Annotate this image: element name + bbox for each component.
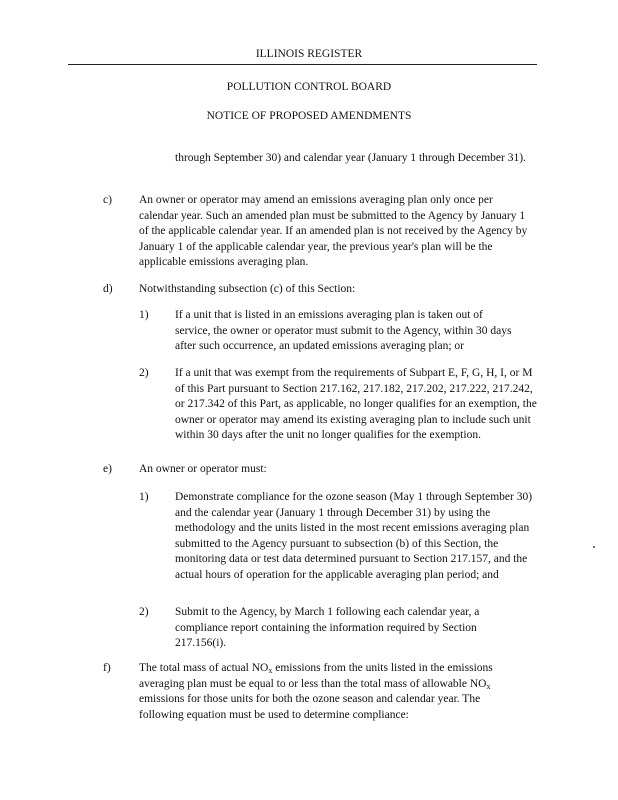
d-item-2-label: 2): [139, 367, 149, 379]
subsection-d-label: d): [103, 283, 113, 295]
continuation-text: through September 30) and calendar year (January 1 through December 31).: [175, 152, 526, 164]
subsection-d-text: Notwithstanding subsection (c) of this Section:: [139, 283, 356, 295]
e-item-1-text: Demonstrate compliance for the ozone season (May 1 through September 30) and the calendar year (January 1 through December 31) by using the methodology and the units listed in the most recent emissions averaging plan submitted to the Agency pursuant to subsection (b) of this Section, the monitoring data or test data determined pursuant to Section 217.157, and the actual hours of operation for the applicable averaging plan period; and: [175, 491, 533, 581]
subsection-f-label: f): [103, 662, 111, 674]
d-item-1-text: If a unit that is listed in an emissions averaging plan is taken out of service, the owner or operator must submit to the Agency, within 30 days after such occurrence, an updated emissions averaging plan; or: [175, 309, 512, 353]
notice-title: NOTICE OF PROPOSED AMENDMENTS: [206, 110, 412, 122]
e-item-2-text: Submit to the Agency, by March 1 following each calendar year, a compliance report containing the information required by Section 217.156(i).: [175, 606, 480, 650]
d-item-2-text: If a unit that was exempt from the requirements of Subpart E, F, G, H, I, or M of this Part pursuant to Section 217.162, 217.182, 217.202, 217.222, 217.242, or 217.342 of this Part, as applicable, no longer qualifies for an exemption, the owner or operator may amend its existing averaging plan to include such unit within 30 days after the unit no longer qualifies for the exemption.: [175, 367, 537, 442]
scan-speck: [593, 546, 595, 548]
d-item-1-label: 1): [139, 309, 149, 321]
subsection-f-text: The total mass of actual $NO_x$ emissions from the units listed in the emissions averaging plan must be equal to or less than the total mass of allowable $NO_x$ emissions for those units for both the ozone season and calendar year. The following equation must be used to determine compliance:: [139, 662, 493, 721]
subsection-e-text: An owner or operator must:: [139, 463, 267, 475]
subsection-c-text: An owner or operator may amend an emissions averaging plan only once per calendar year. Such an amended plan must be submitted to the Agency by January 1 of the applicable calendar year. If an amended plan is not received by the Agency by January 1 of the applicable calendar year, the previous year's plan will be the applicable emissions averaging plan.: [139, 194, 528, 269]
header-rule: [68, 64, 537, 65]
e-item-1-label: 1): [139, 491, 149, 503]
agency-title: POLLUTION CONTROL BOARD: [226, 81, 392, 93]
register-title: ILLINOIS REGISTER: [255, 48, 363, 60]
e-item-2-label: 2): [139, 606, 149, 618]
subsection-c-label: c): [103, 194, 112, 206]
subsection-e-label: e): [103, 463, 112, 475]
